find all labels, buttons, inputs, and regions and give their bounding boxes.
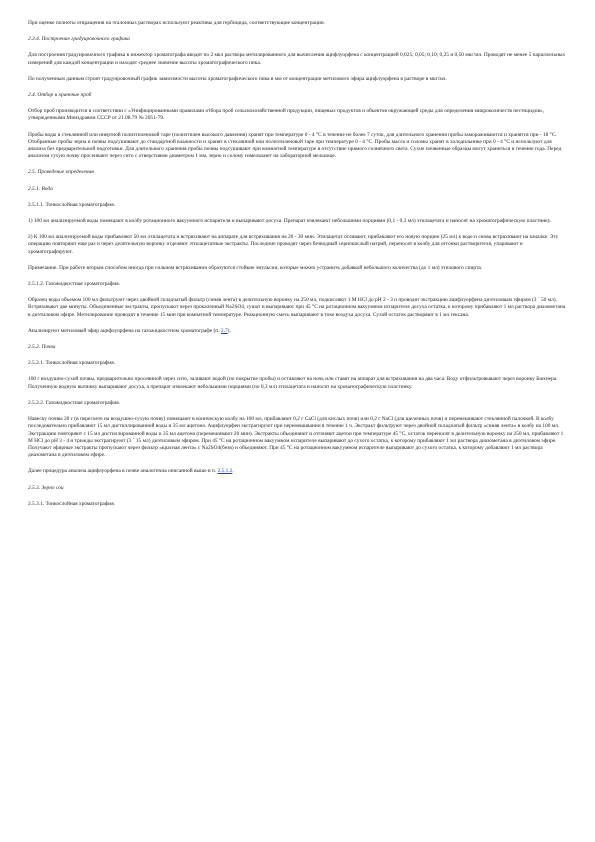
- paragraph-text: Анализируют метиловый эфир ацифлуорфена на газожидкостном хроматографе (п.: [28, 327, 221, 334]
- paragraph-text: 2.5.2. Почва: [28, 344, 56, 351]
- paragraph-text: Пробы воды в стеклянной или инертной полиэтиленовой таре (полиэтилен высокого давления) хранят при температуре 0 - 4 °С в течение не более 7 суток, для длительного хранения пробы замораживаются и хранятся при - 18 °С. Отобранные пробы зерна и почвы подсушивают до стандартной влажности и хранят в стеклянной или полиэтиленовой таре при температуре 0 - 4 °С. Пробы масла и соломы хранят в холодильнике при 0 - 4 °С и используют для анализа без предварительной подготовки. Для длительного хранения пробы почвы подсушивают при комнатной температуре в отсутствие прямого солнечного света. Сухие почвенные образцы могут храниться в течение года. Перед анализом сухую почву просеивают через сито с отверстиями диаметром 1 мм, зерно и солому измельчают на лабораторной мельнице.: [28, 131, 562, 160]
- paragraph-text: 1) 100 мл анализируемой воды помещают в колбу ротационного вакуумного испарителя и выпаривают досуха. Препарат извлекают небольшими порциями (0,1 - 0,3 мл) этилацетата и наносят на хроматографическую пластинку.: [28, 218, 552, 225]
- paragraph-text: 2.4. Отбор и хранение проб: [28, 92, 92, 99]
- section-heading: [28, 344, 568, 351]
- paragraph-text: Навеску почвы 20 г (в пересчете на воздушно-сухую почву) помещают в коническую колбу на 100 мл, прибавляют 0,2 г CaCl (для кислых почв) или 0,2 г NaCl (для щелочных почв) и перемешивают стеклянной палочкой. В колбу последовательно прибавляют 15 мл дистиллированной воды и 35 мл ацетона. Ацифлуорфен экстрагируют при перемешивании в течение 1 ч. Экстракт фильтруют через двойной складчатый фильтр «синяя лента» в колбу на 100 мл. Экстракцию повторяют с 15 мл дистиллированной воды и 35 мл ацетона (перемешивают 20 мин). Экстракты объединяют и отгоняют ацетон при температуре 45 °С, остаток переносят в делительную воронку на 250 мл, прибавляют 1 М HCl до pH 3 - 4 и трижды экстрагируют (3 ´ 15 мл) диэтиловым эфиром. При 45 °С на ротационном вакуумном испарителе выпаривают до сухого остатка, к которому прибавляют 1 мл раствора диазометана в диэтиловом эфире. Получают эфирные экстракты пропускают через фильтр «красная лента» с Na2SO4(безв) и объединяют. При 45 °С на ротационном вакуумном испарителе выпаривают до сухого остатка, к которому добавляют 1 мл раствора диазометана в диэтиловом эфире.: [28, 416, 564, 459]
- paragraph: [28, 132, 568, 161]
- paragraph-text: 2.3.4. Построение градуировочного графика: [28, 36, 130, 43]
- paragraph: [28, 468, 568, 475]
- paragraph: [28, 416, 568, 459]
- paragraph-text-tail: ).: [227, 327, 231, 334]
- section-heading: [28, 36, 568, 43]
- paragraph-text: 2.5.1. Вода: [28, 185, 53, 192]
- paragraph: [28, 281, 568, 288]
- paragraph: [28, 52, 568, 66]
- paragraph-text: 100 г воздушно-сухой почвы, предварительно просеянной через сито, заливают водой (по покрытие пробы) и оставляют на ночь или ставят на аппарат для встряхивания на два часа. Воду отфильтровывают через воронку Бюхнера. Полученную водную вытяжку выпаривают досуха, а препарат извлекают небольшими порциями (по 0,3 мл) этилацетата и наносят на хроматографическую пластинку.: [28, 376, 558, 390]
- paragraph: [28, 501, 568, 508]
- paragraph: [28, 108, 568, 122]
- paragraph: [28, 234, 568, 256]
- paragraph: [28, 202, 568, 209]
- paragraph-text: 2.5.1.1. Тонкослойная хроматография.: [28, 201, 116, 208]
- paragraph: [28, 297, 568, 319]
- paragraph: [28, 218, 568, 225]
- paragraph-text: По полученным данным строят градуировочный график зависимости высоты хроматографического пика в мм от концентрации метилового эфира ацифлуорфена в растворе в мкг/мл.: [28, 75, 447, 82]
- paragraph: [28, 360, 568, 367]
- paragraph: [28, 20, 568, 27]
- section-heading: [28, 186, 568, 193]
- cross-reference-link[interactable]: 2.5.1.2: [217, 468, 233, 475]
- paragraph: [28, 400, 568, 407]
- section-heading: [28, 169, 568, 176]
- paragraph-text: Далее процедура анализа ацифлуорфена в почве аналогична описанной выше в п.: [28, 468, 218, 475]
- paragraph-text: 2.5.3. Зерно сои: [28, 484, 64, 491]
- paragraph: [28, 328, 568, 335]
- paragraph-text-tail: .: [232, 468, 234, 475]
- paragraph-text: 2.5.1.2. Газожидкостная хроматография.: [28, 281, 121, 288]
- paragraph-text: 2.5.3.1. Тонкослойная хроматография.: [28, 500, 116, 507]
- paragraph: [28, 265, 568, 272]
- paragraph-text: Для построения градуировочного графика в инжектор хроматографа вводят по 2 мкл раствора метилированного для вычисления ацифлуорфена с концентрацией 0,025; 0,05; 0,10; 0,25 и 0,50 мкг/мл. Проводят не менее 5 параллельных измерений для каждой концентрации и находят среднее значение высоты хроматографического пика.: [28, 52, 566, 66]
- paragraph-text: 2.5.2.2. Газожидкостная хроматография.: [28, 399, 121, 406]
- paragraph-text: 2.5.2.1. Тонкослойная хроматография.: [28, 360, 116, 367]
- paragraph-text: При оценке полноты отвращения на эталонных растворах используют реактивы для гербицида, соответствующие концентрации.: [28, 20, 325, 26]
- paragraph-text: 2) К 100 мл анализируемой воды прибавляют 50 мл этилацетата и встряхивают на аппарате для встряхивания на 20 - 30 мин. Этилацетат отливают, прибавляют его новую порцию (25 мл) к воде и снова встряхивают на качалке. Эту операцию повторяют еще раз и через делительную воронку отделяют этилацетатные экстракты. Последние проводят через безводный сернокислый натрий, переносят в колбу для отгонки растворителя, упаривают и хроматографируют.: [28, 234, 559, 255]
- paragraph: [28, 376, 568, 390]
- cross-reference-link[interactable]: 2.7: [220, 327, 228, 334]
- paragraph-text: Образец воды объемом 100 мл фильтруют через двойной складчатый фильтр (синяя лента) в делительную воронку на 250 мл, подкисляют 1 М HCl до pH 2 - 3 и проводят экстракцию ацифлуорфена диэтиловым эфиром (3 ´ 50 мл). Встряхивают две минуты. Объединенные экстракты, пропускают через прокаленный Na2SO4, сушат и выпаривают при 45 °С на ротационном вакуумном испарителе досуха остатка, к которому прибавляют 1 мл раствора диазометана в диэтиловом эфире. Метилирование проводят в течение 15 мин при комнатной температуре. Реакционную смесь выпаривают в токе воздуха досуха. Сухой остаток растворяют в 1 мл гексана.: [28, 297, 566, 318]
- section-heading: [28, 485, 568, 492]
- paragraph: [28, 76, 568, 83]
- paragraph-text: Отбор проб производится в соответствии с «Унифицированными правилами отбора проб сельскохозяйственной продукции, пищевых продуктов и объектов окружающей среды для определения микроколичеств пестицидов», утвержденными Минздравом СССР от 21.08.79 № 2051-79.: [28, 108, 545, 122]
- document-page: [28, 20, 568, 517]
- section-heading: [28, 92, 568, 99]
- paragraph-text: 2.5. Проведение определения: [28, 169, 94, 176]
- paragraph-text: Примечание. При работе вторым способом иногда при сильном встряхивании образуются стойкие эмульсии, которые можно устранить добавкой небольшого количества (до 1 мл) этилового спирта.: [28, 264, 483, 271]
